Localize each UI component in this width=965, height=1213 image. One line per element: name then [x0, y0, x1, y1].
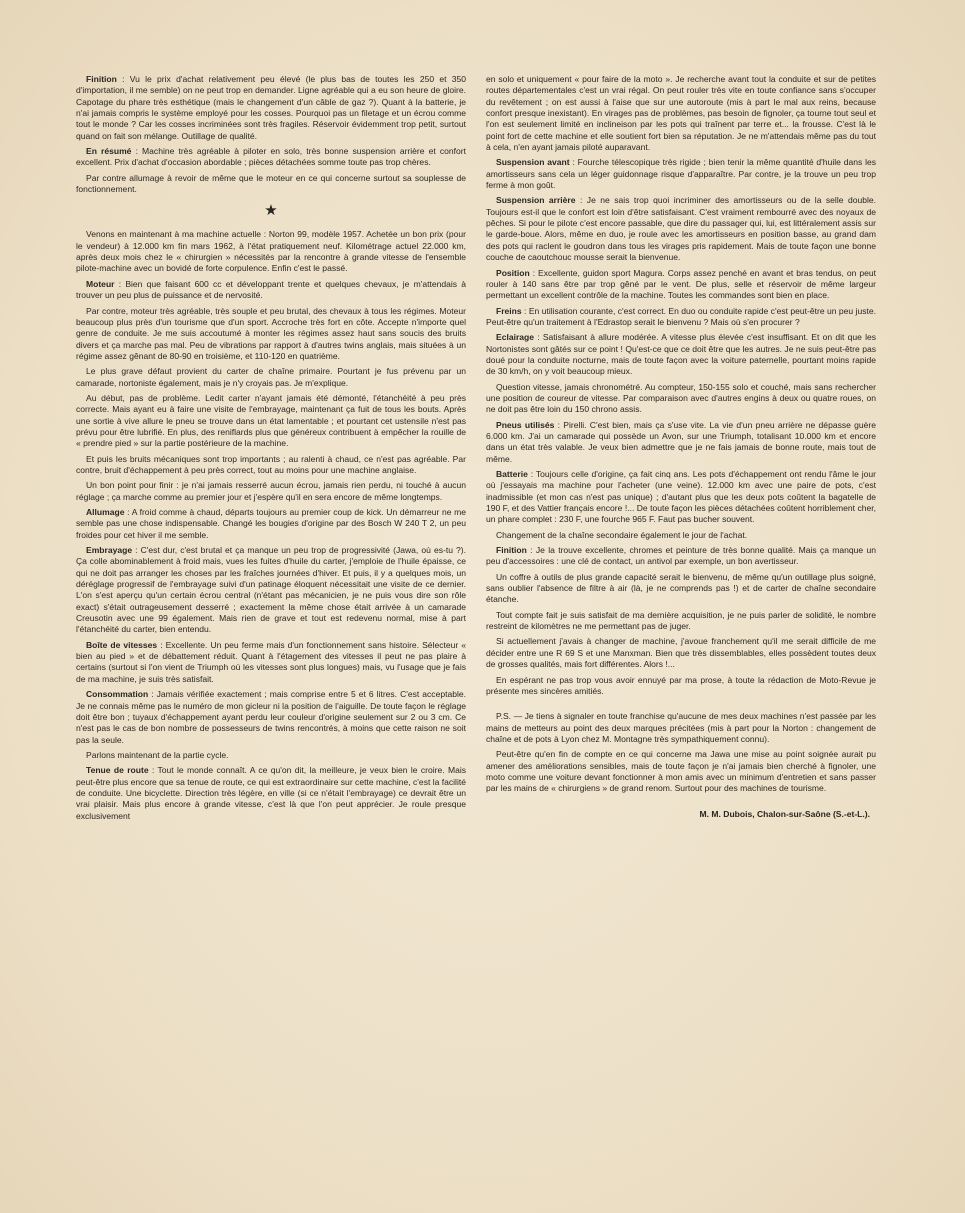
section-label: Freins	[496, 305, 522, 316]
section-label: Moteur	[86, 278, 115, 289]
paragraph-text: : En utilisation courante, c'est correct. En duo ou conduite rapide c'est peut-être un peu juste. Peut-être qu'un traitement à l'Edrastop serait le bienvenu ? Mais où s'en procurer ?	[486, 305, 876, 327]
section-label: Batterie	[496, 469, 528, 479]
paragraph	[486, 306, 876, 329]
paragraph-text: : Jamais vérifiée exactement ; mais comprise entre 5 et 6 litres. C'est acceptable. Je ne connais même pas le numéro de mon gicleur ni la position de l'aiguille. De toute façon le réglage doit être bon ; tuyaux d'échappement ayant perdu leur couleur d'origine seulement sur 2 ou 3 cm. Ce n'est pas le cas de bon nombre de possesseurs de twins rencontrés, à moins que cette raison ne soit pas la seule.	[76, 689, 466, 745]
section-label: Consommation	[86, 689, 149, 700]
section-label: Tenue de route	[86, 765, 149, 776]
paragraph: Venons en maintenant à ma machine actuelle : Norton 99, modèle 1957. Achetée un bon prix (pour le vendeur) à 12.000 km fin mars 1962, à l'état pratiquement neuf. Kilométrage actuel 22.000 km, après deux mois chez le « chirurgien » nécessités par la rencontre à grande vitesse de l'ensemble pilote-machine avec un bovidé de forte corpulence. Enfin c'est le passé.	[76, 229, 466, 274]
paragraph: En espérant ne pas trop vous avoir ennuyé par ma prose, à toute la rédaction de Moto-Revue je présente mes sincères amitiés.	[486, 674, 876, 696]
paragraph	[76, 279, 466, 302]
spacer	[486, 701, 876, 711]
paragraph-text: : Je ne sais trop quoi incriminer des amortisseurs ou de la selle double. Toujours est-il que le confort est loin d'être satisfaisant. C'est vraiment rembourré avec des noyaux de pêches. Si pour le pilote c'est encore passable, que dire du passager qui, lui, est littéralement assis sur le garde-boue. Alors, même en duo, je roule avec les amortisseurs en position basse, au grand dam des pots qui raclent le goudron dans tous les virages pris rapidement. Mais de toute façon une bonne couche de caoutchouc mousse serait la bienvenue.	[486, 195, 876, 263]
paragraph: Peut-être qu'en fin de compte en ce qui concerne ma Jawa une mise au point soignée aurait pu amener des améliorations sensibles, mais de toute façon je n'ai jamais bien cherché à fignoler, une moto comme une voiture devant fonctionner à mon amis avec un minimum d'entretien et sans passer par les mains de « chirurgiens » de grand renom. Surtout pour des machines de tourisme.	[486, 749, 876, 794]
paragraph	[76, 640, 466, 685]
section-label: En résumé	[86, 146, 132, 157]
paragraph: Si actuellement j'avais à changer de machine, j'avoue franchement qu'il me serait difficile de me décider entre une R 69 S et une Manxman. Bien que très dissemblables, elles possèdent toutes deux de grosses qualités, mais fort différentes. Alors !...	[486, 636, 876, 670]
paragraph-text: : Toujours celle d'origine, ça fait cinq ans. Les pots d'échappement ont rendu l'âme le jour où j'essayais ma machine pour l'acheter (une veine). 12.000 km avec une paire de pots, c'est inadmissible (et mon cas n'est pas unique) ; d'autant plus que les deux pots coûtent la bagatelle de 190 F, et des Vattier français encore !... De toute façon les pièces détachées coûtent horriblement cher, un phare complet : 230 F, une fourche 965 F. Faut pas bucher souvent.	[486, 469, 876, 525]
paragraph: Le plus grave défaut provient du carter de chaîne primaire. Pourtant je fus prévenu par un camarade, nortoniste également, mais je n'y croyais pas. Je m'explique.	[76, 366, 466, 388]
section-label: Embrayage	[86, 545, 133, 556]
left-column	[76, 74, 466, 826]
section-label: Finition	[496, 545, 527, 556]
paragraph	[76, 765, 466, 822]
section-label: Finition	[86, 74, 117, 84]
section-label: Suspension arrière	[496, 195, 576, 206]
paragraph: en solo et uniquement « pour faire de la moto ». Je recherche avant tout la conduite et sur de petites routes départementales c'est un vrai régal. On peut rouler très vite en toute confiance sans s'occuper du revêtement ; on est aussi à l'aise que sur une autoroute (mis à part le mal aux reins, because confort presque inexistant). En virages pas de problèmes, pas besoin de fignoler, ça tourne tout seul et l'on est seulement limité en inclineison par les pots qui traînent par terre et... la frousse. C'est là le point fort de cette machine et elle soutient fort bien sa réputation. Je ne m'attendais même pas du tout à cela, n'en ayant jamais piloté auparavant.	[486, 74, 876, 153]
paragraph	[486, 545, 876, 568]
paragraph: Par contre allumage à revoir de même que le moteur en ce qui concerne surtout sa souplesse de fonctionnement.	[76, 172, 466, 195]
paragraph-text: : A froid comme à chaud, départs toujours au premier coup de kick. Un démarreur ne me semble pas une chose indispensable. Changé les bougies d'origine par des Bosch W 240 T 2, un peu froides pour cet hiver il me semble.	[76, 507, 466, 540]
paragraph	[486, 195, 876, 263]
section-label: Position	[496, 267, 530, 278]
paragraph	[76, 507, 466, 541]
star-separator: ★	[264, 202, 278, 220]
paragraph: Par contre, moteur très agréable, très souple et peu brutal, des chevaux à tous les régimes. Moteur beaucoup plus près d'un tourisme que d'un sport. Accroche très fort en côte. Accepte n'importe quel genre de conduite. Je me suis accoutumé à monter les régimes assez haut sans soucis des bruits divers et ça marche pas mal. Peu de vibrations par rapport à d'autres twins anglais, mais situées à un régime assez gênant de 80-90 en troisième, et 110-120 en quatrième.	[76, 305, 466, 361]
section-label: Pneus utilisés	[496, 419, 555, 430]
paragraph	[76, 689, 466, 746]
paragraph-text: : Satisfaisant à allure modérée. A vitesse plus élevée c'est insuffisant. Et on dit que les Nortonistes sont gâtés sur ce point ! Qu'est-ce que ce doit être que les autres. Je ne suis peut-être pas doué pour la conduite nocturne, mais de toute façon avec la voiture paternelle, pourtant moins rapide de 30 km/h, on y voit beaucoup mieux.	[486, 332, 876, 377]
paragraph	[486, 268, 876, 302]
paragraph	[76, 545, 466, 636]
paragraph-text: : Tout le monde connaît. A ce qu'on dit, la meilleure, je veux bien le croire. Mais peut-être plus encore que sa tenue de route, ce qui est extraordinaire sur cette machine, c'est la facilité de conduite. Une bicyclette. Direction très légère, en ville (si ce n'était l'embrayage) ce devrait être un vrai plaisir. Mais plus encore à grande vitesse, c'est là que l'on peut apprécier. Je roule presque exclusivement	[76, 765, 466, 821]
paragraph-text: : Je la trouve excellente, chromes et peinture de très bonne qualité. Mais ça manque un peu d'accessoires : une clé de contact, un antivol par exemple, un bon avertisseur.	[486, 545, 876, 567]
author-signature: M. M. Dubois, Chalon-sur-Saône (S.-et-L.).	[699, 808, 870, 819]
paragraph	[486, 469, 876, 526]
paragraph-text: : Excellente, guidon sport Magura. Corps assez penché en avant et bras tendus, on peut rouler à 140 sans être par trop gêné par le vent. De plus, selle et réservoir de même largeur permettant un excellent contrôle de la machine. Toutes les commandes sont bien en place.	[486, 267, 876, 301]
paragraph: Au début, pas de problème. Ledit carter n'ayant jamais été démonté, l'étanchéité à peu près correcte. Mais ayant eu à faire une visite de l'embrayage, maintenant ça fuit de tous les bouts. Après une sortie à vive allure le pneu se trouve dans un état lamentable ; et pourtant cet ustensile n'est pas prévu pour être lubrifié. En plus, des reniflards plus que généreux contribuent à empêcher la rouille de « prendre pied » sur la partie postérieure de la machine.	[76, 392, 466, 449]
paragraph-text: : Fourche télescopique très rigide ; bien tenir la même quantité d'huile dans les amortisseurs sans cela un léger guidonnage risque d'apparaître. Par contre, je la trouve un peu trop ferme à mon goût.	[486, 157, 876, 191]
paragraph	[486, 157, 876, 191]
paragraph-text: : Machine très agréable à piloter en solo, très bonne suspension arrière et confort excellent. Prix d'achat d'occasion abordable ; pièces détachées somme toute pas trop chères.	[76, 146, 467, 168]
paragraph: Un bon point pour finir : je n'ai jamais resserré aucun écrou, jamais rien perdu, ni touché à aucun réglage ; ça marche comme au premier jour et j'espère qu'il en sera encore de même longtemps.	[76, 480, 466, 502]
paragraph-text: : C'est dur, c'est brutal et ça manque un peu trop de progressivité (Jawa, où es-tu ?). Ça colle abominablement à froid mais, vues les fuites d'huile du carter, j'emploie de l'huile épaisse, ce qui ne doit pas arranger les choses par les fraîches journées d'hiver. Et puis, il y a quelques mois, un déréglage progressif de l'embrayage suivi d'un patinage éloquent nécessitait une visite de ce dernier. L'on s'est aperçu qu'un certain écrou central (n'étant pas mécanicien, je ne puis vous dire son rôle exact) s'était outrageusement desserré ; exactement la même chose était arrivée à un camarade Creusotin avec une 99 également. Mais rien de grave et tout est redevenu normal, mise à part l'étanchéité du carter, bien entendu.	[76, 545, 466, 635]
paragraph: Parlons maintenant de la partie cycle.	[86, 749, 229, 760]
paragraph: Question vitesse, jamais chronométré. Au compteur, 150-155 solo et couché, mais sans rechercher une position de coureur de vitesse. Par comparaison avec d'autres engins à deux ou quatre roues, on ne doit pas être loin du 150 chrono assis.	[486, 381, 876, 415]
paragraph: Tout compte fait je suis satisfait de ma dernière acquisition, je ne puis parler de solidité, le nombre restreint de kilomètres ne me permettant pas de juger.	[486, 609, 876, 632]
section-label: Allumage	[86, 507, 125, 517]
paragraph	[486, 420, 876, 465]
paragraph-text: : Pirelli. C'est bien, mais ça s'use vite. La vie d'un pneu arrière ne dépasse guère 6.000 km. J'ai un camarade qui possède un Avon, sur une Triumph, totalisant 10.000 km et encore dans un état très valable. Je veux bien admettre que je ne fais jamais de bonne route, mais tout de même.	[486, 419, 876, 464]
paragraph-text: : Excellente. Un peu ferme mais d'un fonctionnement sans histoire. Sélecteur « bien au pied » et de débattement réduit. Quant à l'étagement des vitesses il peut ne pas plaire à certains (surtout si l'on vient de Triumph où les vitesses sont plus longues) mais, vu l'usage que je fais de ma machine, je suis très satisfait.	[76, 639, 466, 684]
paragraph	[486, 332, 876, 377]
section-label: Boîte de vitesses	[86, 639, 158, 650]
right-column	[486, 74, 876, 820]
paragraph: Changement de la chaîne secondaire également le jour de l'achat.	[496, 529, 748, 540]
paragraph: P.S. — Je tiens à signaler en toute franchise qu'aucune de mes deux machines n'est passée par les mains de metteurs au point des deux marques précitées (mis à part pour la Norton : changement de chaîne et de pots à Lyon chez M. Montagne très sympathiquement connu).	[486, 711, 876, 744]
paragraph	[76, 146, 466, 169]
section-label: Suspension avant	[496, 157, 570, 168]
paragraph-text: : Vu le prix d'achat relativement peu élevé (le plus bas de toutes les 250 et 350 d'importation, il me semble) on ne peut trop en demander. Ligne agréable qui a eu son heure de gloire. Capotage du phare très esthétique (mais le changement d'un câble de gaz ?). Quant à la batterie, je n'ai jamais compris le système employé pour les cosses. Pourquoi pas un filetage et un écrou comme tout le monde ? Car les cosses incriminées sont très fragiles. Réservoir évidemment trop petit, surtout quand on fait son mélange. Outillage de qualité.	[76, 74, 466, 141]
paragraph: Et puis les bruits mécaniques sont trop importants ; au ralenti à chaud, ce n'est pas agréable. Par contre, bruit d'échappement à peu près correct, tout au moins pour une machine anglaise.	[76, 453, 466, 475]
section-label: Eclairage	[496, 332, 535, 343]
paragraph: Un coffre à outils de plus grande capacité serait le bienvenu, de même qu'un outillage plus soigné, sans oublier l'absence de filtre à air (là, je ne comprends pas !) et de carter de chaîne secondaire étanche.	[486, 571, 876, 605]
paragraph-text: : Bien que faisant 600 cc et développant trente et quelques chevaux, je m'attendais à trouver un peu plus de puissance et de nervosité.	[76, 278, 466, 301]
paragraph	[76, 74, 466, 142]
